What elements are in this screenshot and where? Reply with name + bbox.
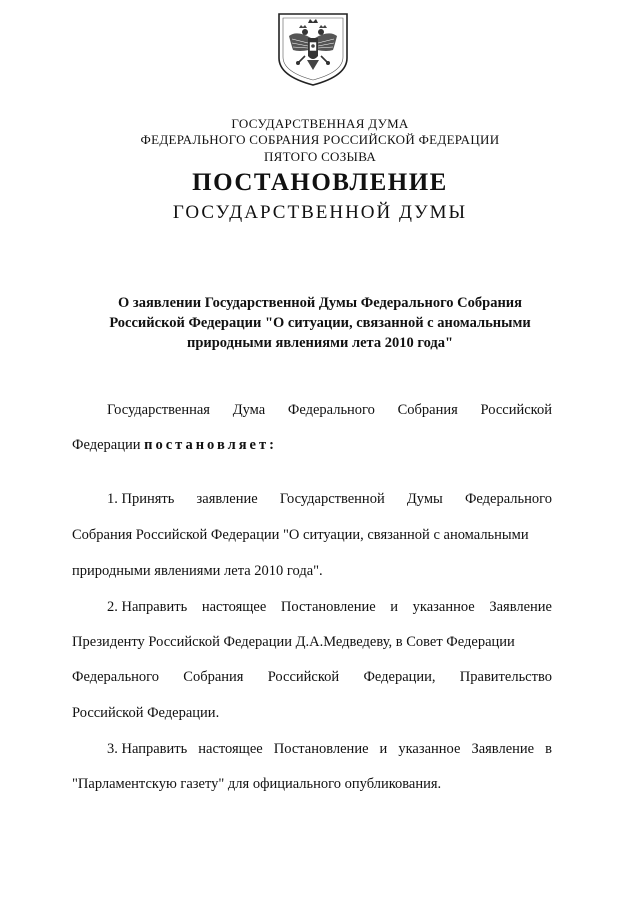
preamble-word: Дума bbox=[232, 402, 266, 418]
preamble-federation: Федерации bbox=[72, 437, 145, 453]
preamble-word: Собрания bbox=[397, 402, 458, 418]
document-subtitle: ГОСУДАРСТВЕННОЙ ДУМЫ bbox=[172, 202, 468, 223]
item-word: Федерации, bbox=[363, 669, 436, 685]
item-3-line-1 bbox=[107, 739, 552, 759]
item-word: Заявление bbox=[489, 599, 552, 615]
item-2-line-1 bbox=[107, 597, 552, 617]
item-word: настоящее bbox=[201, 599, 267, 615]
subject-line-1: О заявлении Государственной Думы Федерального Собрания bbox=[117, 295, 523, 311]
item-1-line-1 bbox=[107, 489, 552, 509]
item-word: настоящее bbox=[198, 741, 263, 757]
item-word: и bbox=[379, 741, 388, 757]
item-word: Правительство bbox=[459, 669, 552, 685]
header-line-convocation: ПЯТОГО СОЗЫВА bbox=[263, 149, 377, 164]
item-word: указанное bbox=[412, 599, 475, 615]
item-word: Постановление bbox=[280, 599, 376, 615]
header-line-assembly: ФЕДЕРАЛЬНОГО СОБРАНИЯ РОССИЙСКОЙ ФЕДЕРАЦИИ bbox=[140, 132, 500, 147]
item-word: заявление bbox=[196, 491, 258, 507]
preamble-line-1 bbox=[107, 400, 552, 420]
item-1-line-2: Собрания Российской Федерации "О ситуации, связанной с аномальными bbox=[72, 527, 529, 543]
header-line-duma: ГОСУДАРСТВЕННАЯ ДУМА bbox=[231, 116, 409, 131]
item-word: Думы bbox=[406, 491, 443, 507]
item-word: Российской bbox=[267, 669, 340, 685]
item-2-line-3 bbox=[72, 667, 552, 687]
preamble-word: Государственная bbox=[107, 402, 210, 418]
subject-line-2: Российской Федерации "О ситуации, связанной с аномальными bbox=[109, 315, 531, 331]
item-word: Государственной bbox=[279, 491, 385, 507]
item-word: 3. Направить bbox=[107, 741, 188, 757]
item-2-line-4: Российской Федерации. bbox=[72, 705, 220, 721]
item-word: Федерального bbox=[464, 491, 552, 507]
item-word: Постановление bbox=[273, 741, 369, 757]
preamble-resolves: постановляет: bbox=[144, 437, 277, 453]
document-title: ПОСТАНОВЛЕНИЕ bbox=[192, 169, 448, 196]
item-word: Собрания bbox=[183, 669, 244, 685]
preamble-line-2 bbox=[72, 435, 552, 455]
item-3-line-2: "Парламентскую газету" для официального опубликования. bbox=[72, 776, 442, 792]
item-word: 1. Принять bbox=[107, 491, 175, 507]
item-word: Федерального bbox=[72, 669, 160, 685]
coat-of-arms-icon bbox=[275, 10, 351, 88]
item-word: и bbox=[390, 599, 399, 615]
item-word: 2. Направить bbox=[107, 599, 188, 615]
item-1-line-3: природными явлениями лета 2010 года". bbox=[72, 563, 323, 579]
item-word: Заявление bbox=[471, 741, 535, 757]
item-word: в bbox=[545, 741, 552, 757]
item-2-line-2: Президенту Российской Федерации Д.А.Медведеву, в Совет Федерации bbox=[72, 634, 515, 650]
preamble-word: Российской bbox=[480, 402, 552, 418]
item-word: указанное bbox=[398, 741, 461, 757]
preamble-word: Федерального bbox=[287, 402, 375, 418]
subject-line-3: природными явлениями лета 2010 года" bbox=[186, 335, 454, 351]
